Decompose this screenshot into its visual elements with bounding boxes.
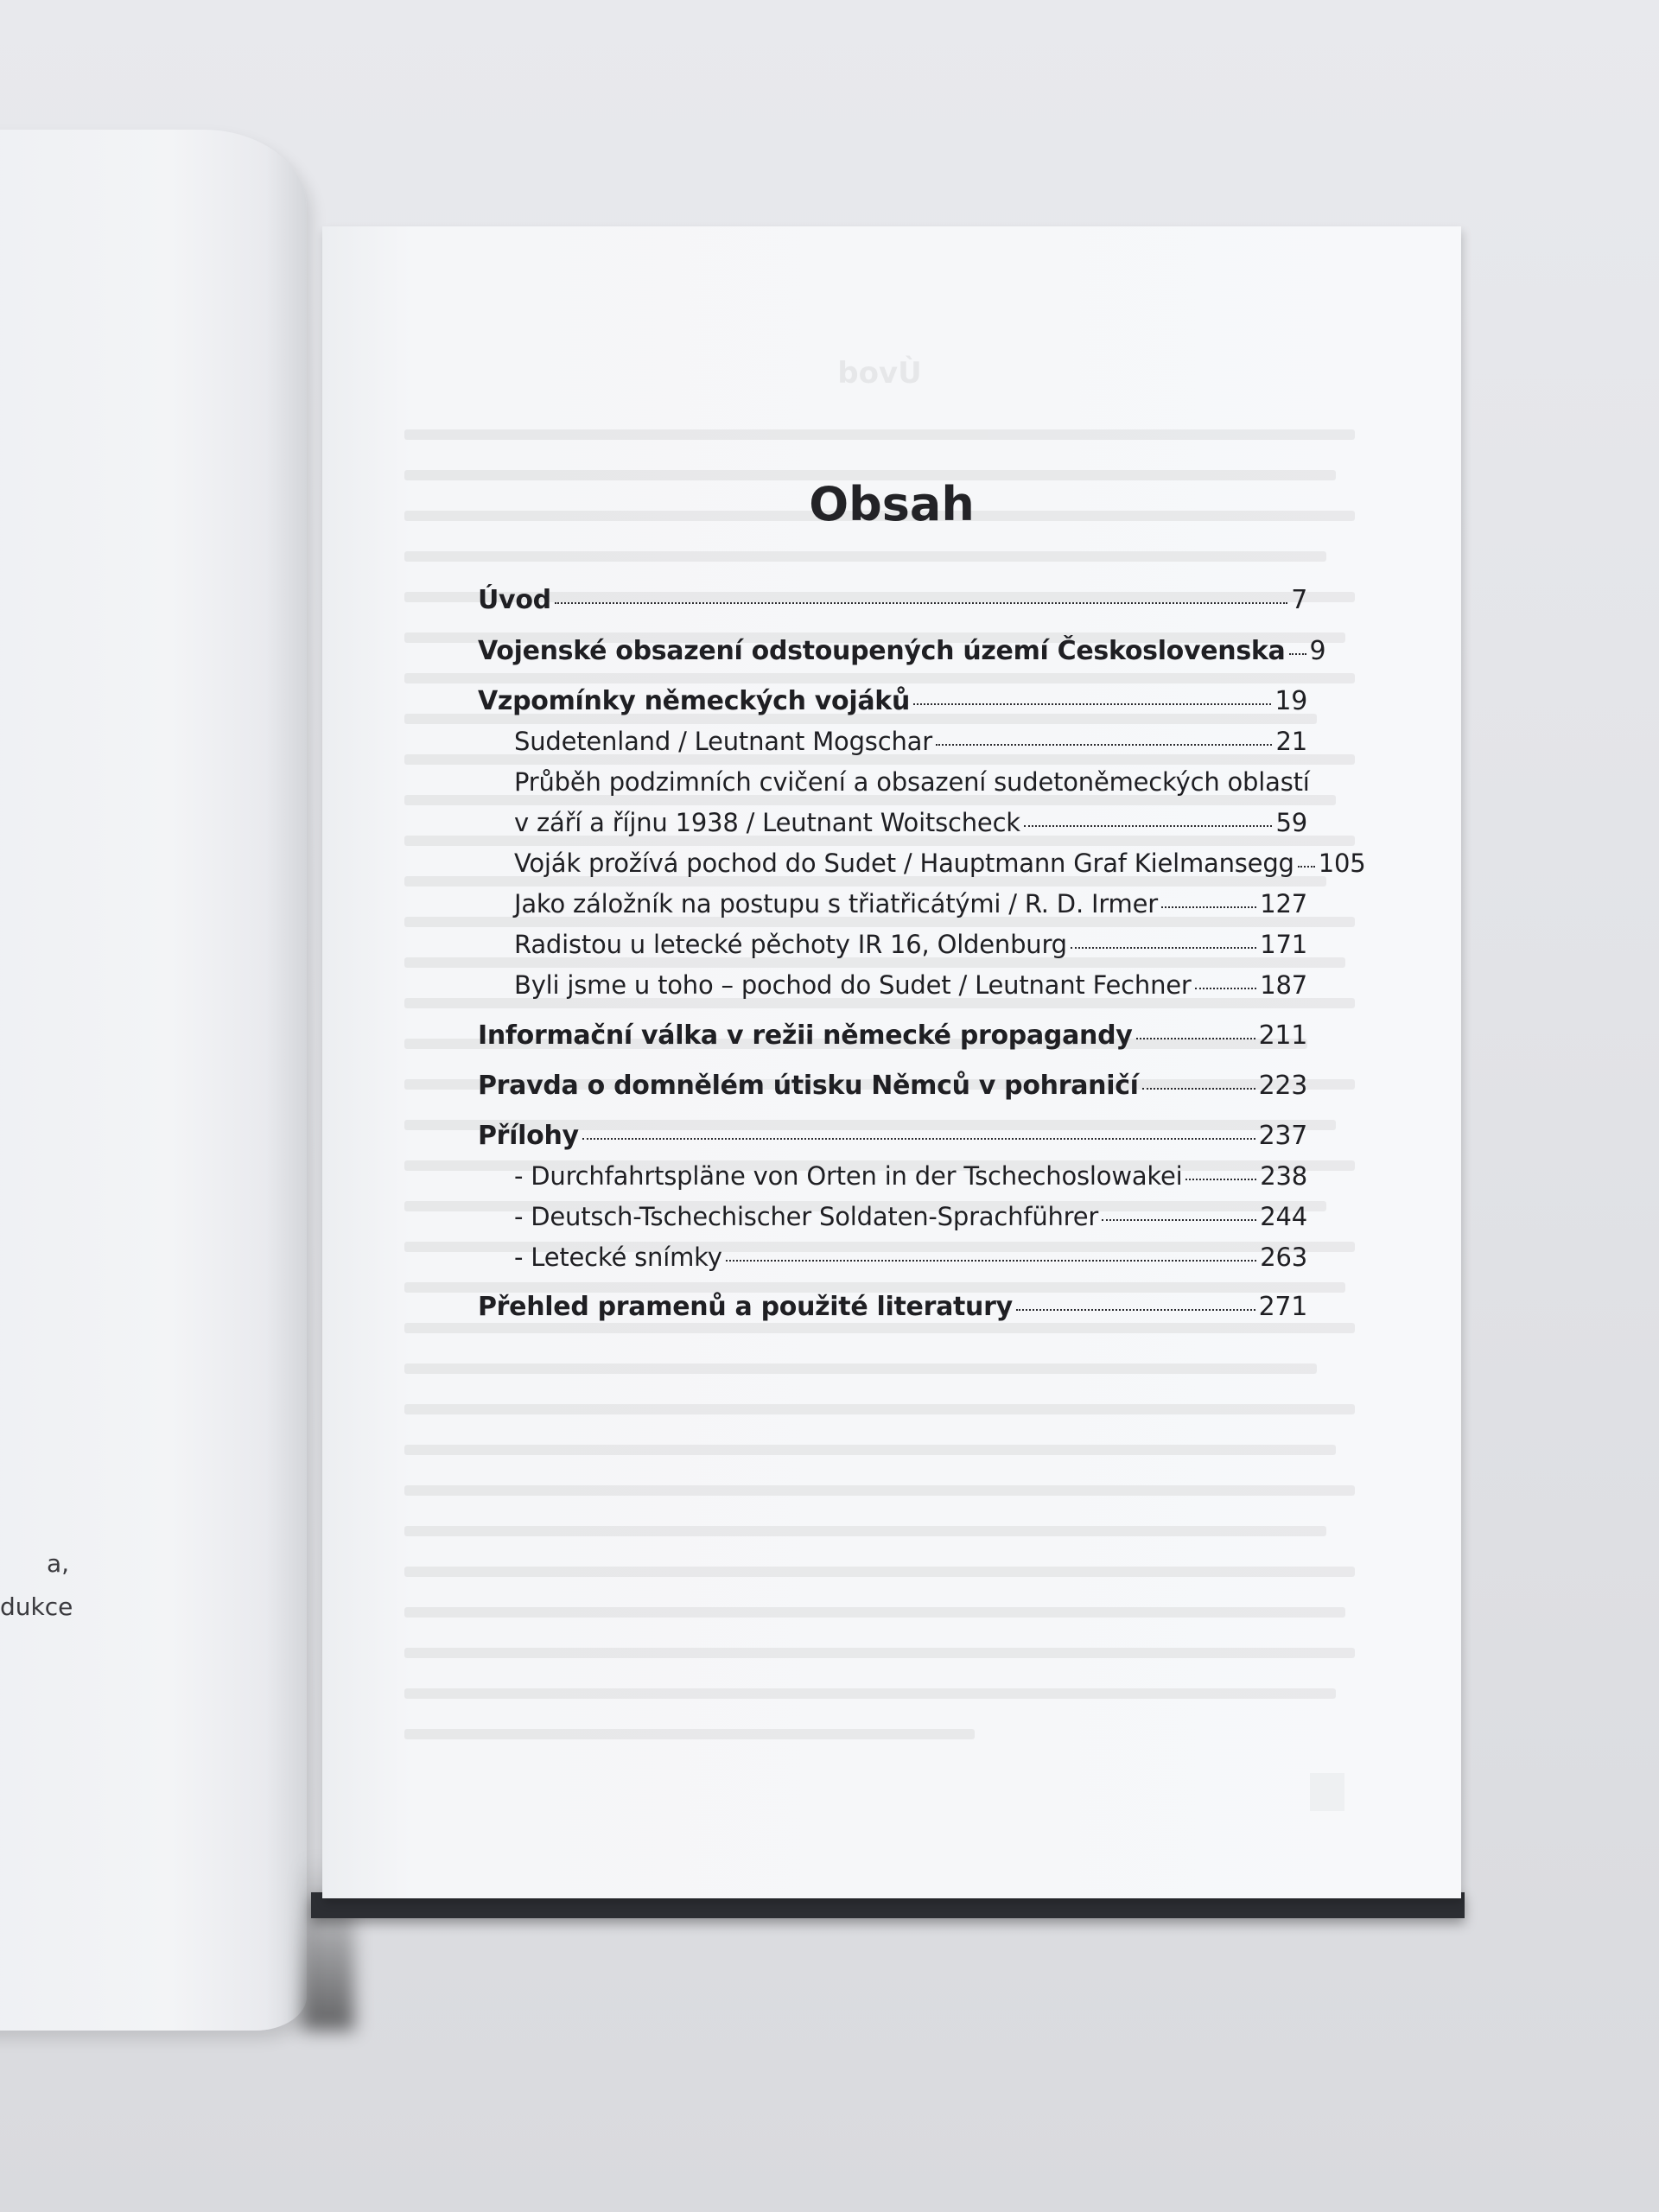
dot-leader (1024, 825, 1273, 827)
toc-entry-title: - Durchfahrtspläne von Orten in der Tschechoslowakei (514, 1161, 1183, 1191)
dot-leader (1298, 866, 1315, 868)
toc-entry-page: 105 (1318, 849, 1366, 878)
toc-entry-title: - Letecké snímky (514, 1243, 722, 1272)
toc-entry-title: Radistou u letecké pěchoty IR 16, Oldenburg (514, 930, 1067, 959)
toc-entry-vojak-prozivá[interactable] (478, 849, 1366, 878)
toc-entry-title: Přehled pramenů a použité literatury (478, 1292, 1013, 1322)
toc-entry-sprachfuhrer[interactable] (478, 1202, 1307, 1231)
dot-leader (1185, 1179, 1256, 1180)
toc-entry-page: 9 (1309, 636, 1326, 666)
toc-entry-sudetenland[interactable] (478, 727, 1307, 756)
toc-entry-title: Byli jsme u toho – pochod do Sudet / Leutnant Fechner (514, 970, 1192, 1000)
toc-entry-vojenske-obsazeni[interactable] (478, 636, 1326, 666)
show-through-page-marker (1310, 1773, 1344, 1811)
left-page (0, 130, 307, 2031)
toc-entry-title: Sudetenland / Leutnant Mogschar (514, 727, 932, 756)
dot-leader (582, 1138, 1255, 1140)
toc-entry-page: 127 (1260, 889, 1307, 918)
toc-entry-title: Jako záložník na postupu s třiatřicátými / R. D. Irmer (514, 889, 1158, 918)
toc-entry-uvod[interactable] (478, 585, 1307, 615)
right-page (322, 226, 1461, 1898)
toc-entry-page: 237 (1258, 1121, 1307, 1151)
left-page-fragment: a, (46, 1549, 69, 1578)
toc-entry-pravda[interactable] (478, 1071, 1307, 1101)
toc-entry-page: 187 (1260, 970, 1307, 1000)
toc-entry-title: Pravda o domnělém útisku Němců v pohraničí (478, 1071, 1139, 1101)
toc-entry-page: 244 (1260, 1202, 1307, 1231)
toc-entry-page: 271 (1258, 1292, 1307, 1322)
toc-entry-informacni-valka[interactable] (478, 1020, 1307, 1051)
toc-entry-title: v září a říjnu 1938 / Leutnant Woitscheck (514, 808, 1020, 837)
toc-entry-title: Voják prožívá pochod do Sudet / Hauptmann Graf Kielmansegg (514, 849, 1294, 878)
show-through-title: Úvod (837, 356, 922, 391)
dot-leader (555, 602, 1287, 604)
toc-entry-title: Vzpomínky německých vojáků (478, 686, 911, 716)
dot-leader (1161, 906, 1256, 908)
dot-leader (1142, 1088, 1255, 1090)
toc-entry-vzpominky[interactable] (478, 686, 1307, 716)
dot-leader (726, 1260, 1257, 1262)
toc-entry-title: Úvod (478, 585, 551, 615)
toc-entry-radistou[interactable] (478, 930, 1307, 959)
dot-leader (936, 744, 1273, 746)
dot-leader (1016, 1309, 1255, 1311)
dot-leader (1136, 1038, 1255, 1039)
toc-entry-page: 21 (1275, 727, 1307, 756)
toc-entry-title: Vojenské obsazení odstoupených území Československa (478, 636, 1286, 666)
toc-entry-title: Informační válka v režii německé propagandy (478, 1020, 1133, 1051)
left-page-text-fragments (0, 1542, 73, 1629)
dot-leader (1102, 1219, 1256, 1221)
toc-entry-page: 211 (1258, 1020, 1307, 1051)
toc-heading: Obsah (809, 477, 975, 531)
toc-entry-byli-jsme[interactable] (478, 970, 1307, 1000)
dot-leader (1071, 947, 1256, 949)
toc-entry-page: 238 (1260, 1161, 1307, 1191)
toc-entry-jako-zaloznik[interactable] (478, 889, 1307, 918)
toc-entry-page: 7 (1291, 585, 1307, 615)
left-page-fragment: dukce (0, 1592, 73, 1621)
dot-leader (1195, 988, 1257, 989)
toc-entry-page: 263 (1260, 1243, 1307, 1272)
toc-entry-page: 171 (1260, 930, 1307, 959)
toc-entry-title: - Deutsch-Tschechischer Soldaten-Sprachführer (514, 1202, 1099, 1231)
toc-entry-prehled-pramenu[interactable] (478, 1292, 1307, 1322)
toc-entry-page: 223 (1258, 1071, 1307, 1101)
dot-leader (1289, 653, 1306, 655)
dot-leader (913, 703, 1271, 705)
toc-entry-letecke-snimky[interactable] (478, 1243, 1307, 1272)
toc-entry-durchfahrtsplane[interactable] (478, 1161, 1307, 1191)
toc-entry-title: Přílohy (478, 1121, 579, 1151)
toc-entry-prubeh[interactable] (478, 808, 1307, 837)
toc-entry-prilohy[interactable] (478, 1121, 1307, 1151)
toc-entry-prubeh-line1[interactable]: Průběh podzimních cvičení a obsazení sudetoněmeckých oblastí (514, 767, 1310, 797)
toc-entry-page: 59 (1275, 808, 1307, 837)
toc-entry-page: 19 (1274, 686, 1307, 716)
table-of-contents (478, 226, 1366, 1898)
